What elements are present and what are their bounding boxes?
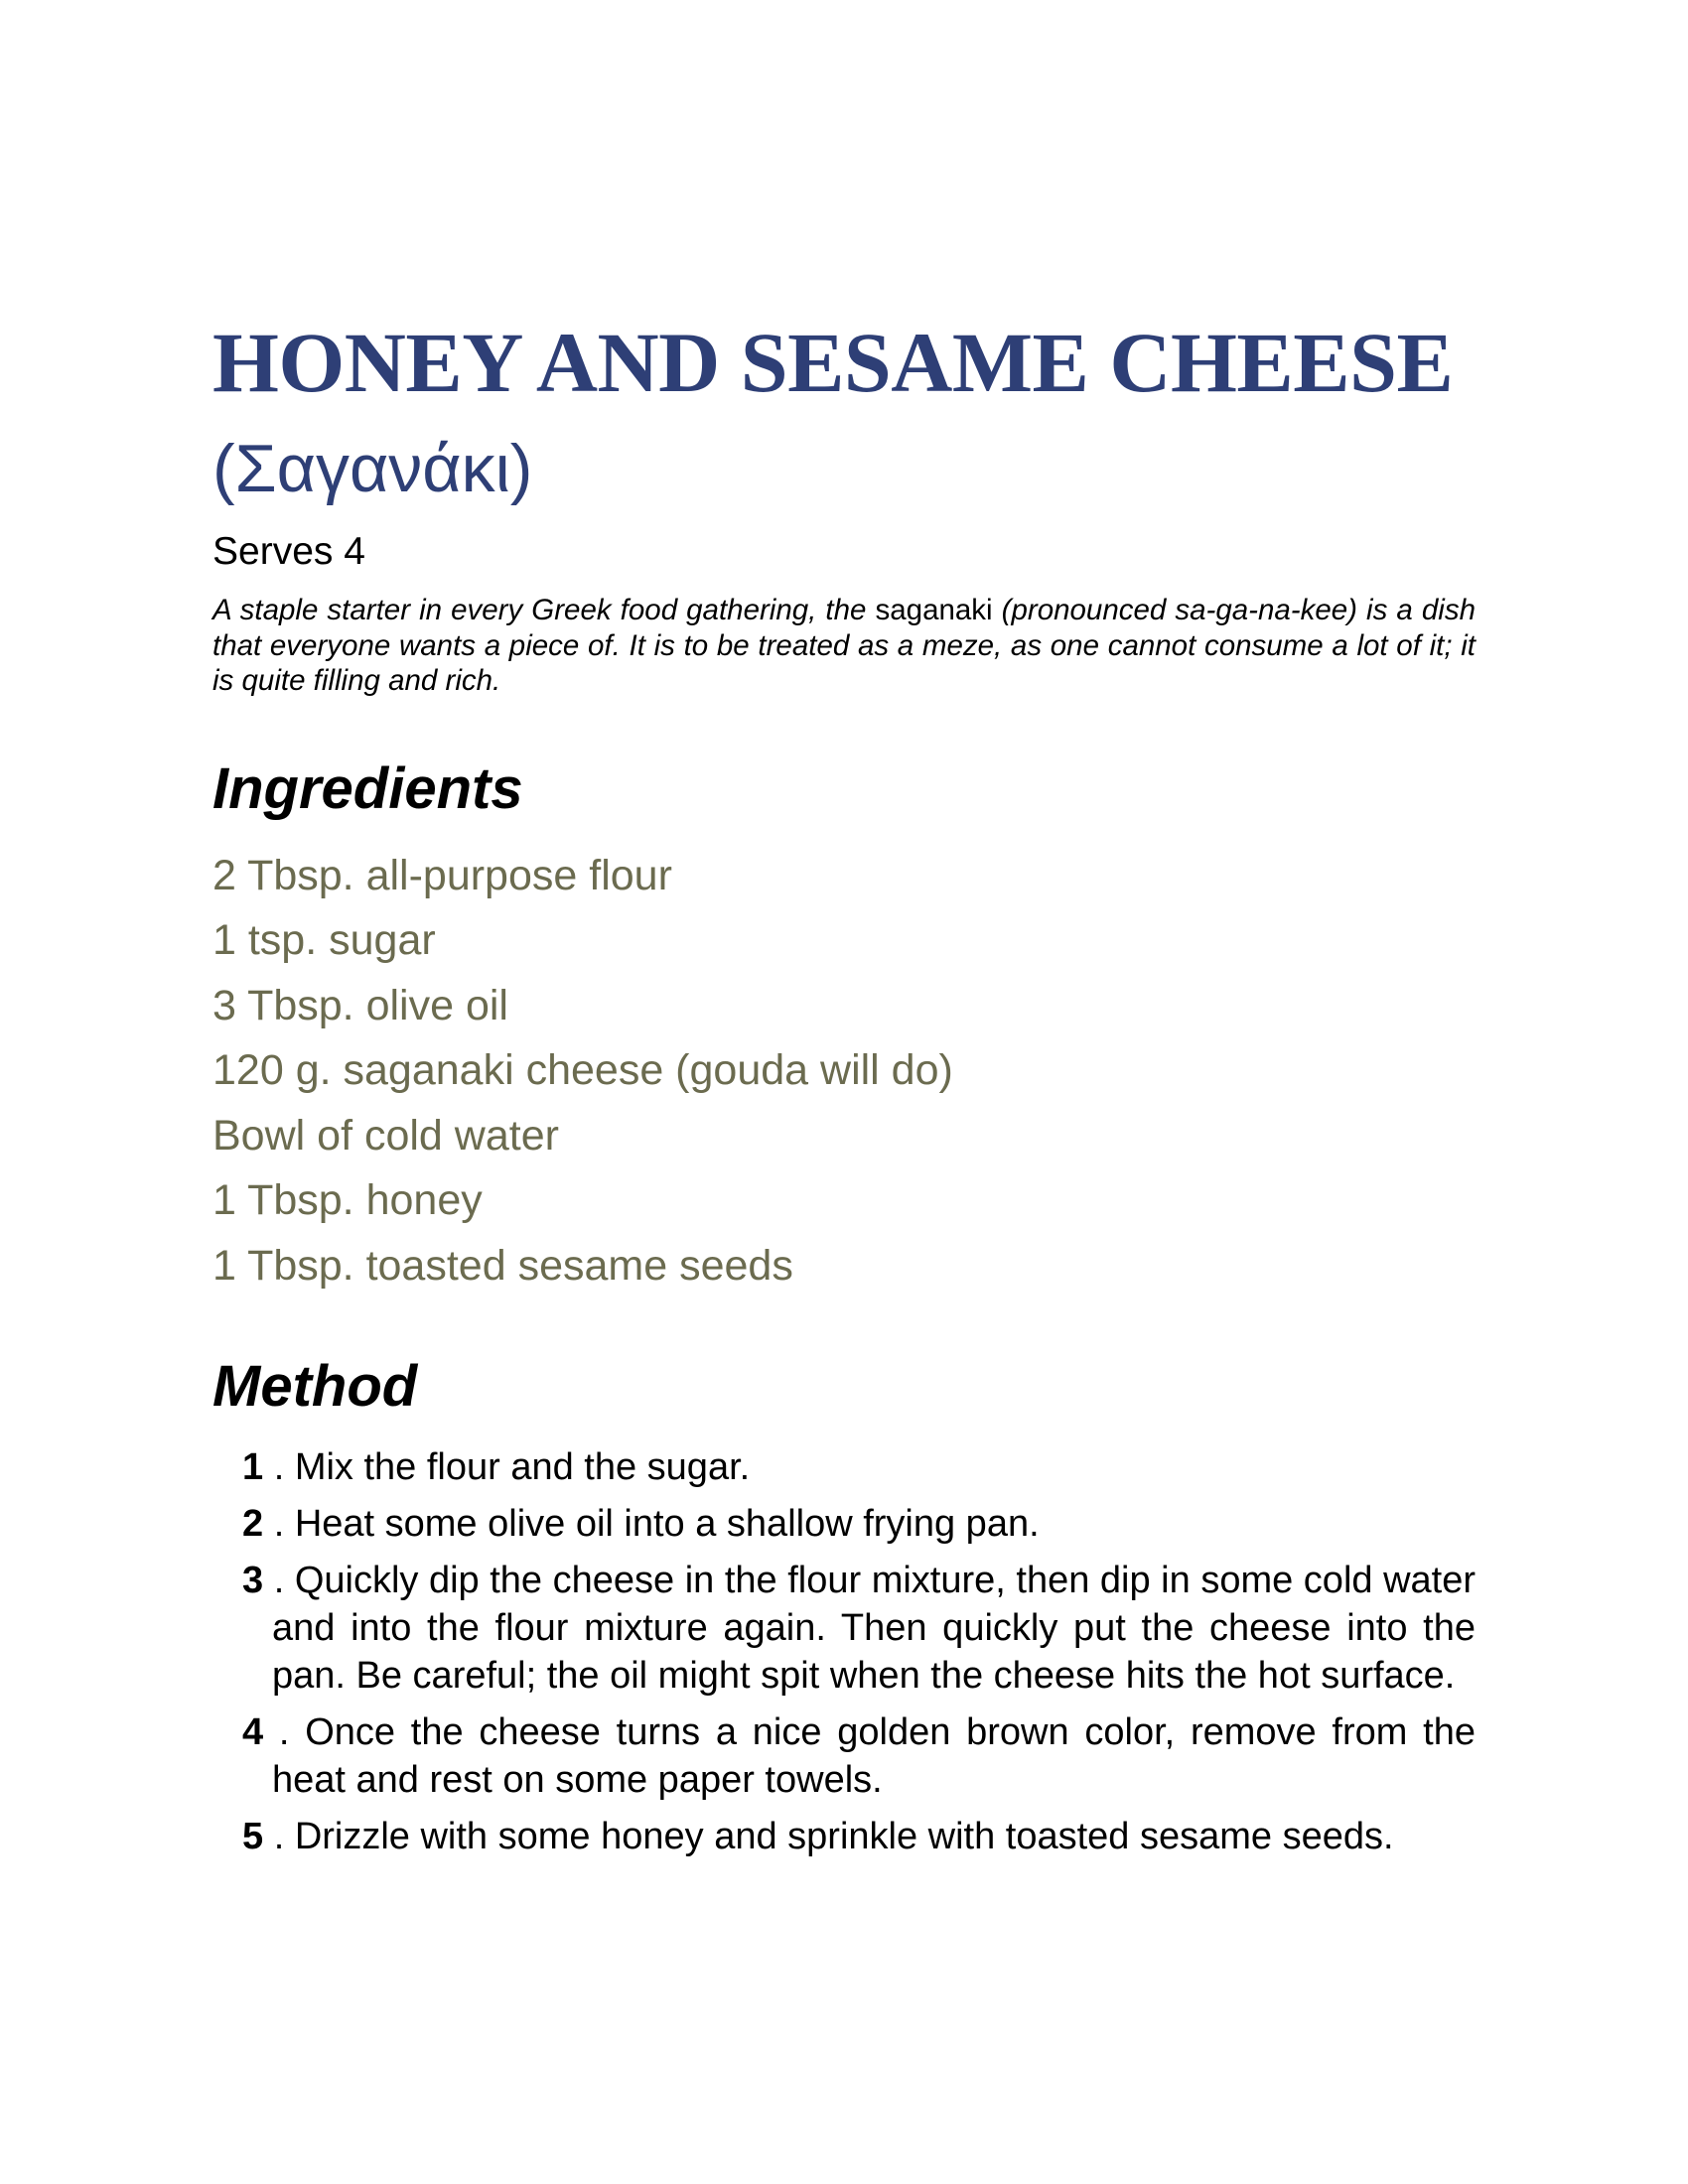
recipe-title: HONEY AND SESAME CHEESE xyxy=(212,315,1454,410)
recipe-page xyxy=(212,315,1476,1869)
ingredient-item: 1 tsp. sugar xyxy=(212,916,436,964)
step-number: 5 xyxy=(242,1816,264,1857)
step-text: . Drizzle with some honey and sprinkle with toasted sesame seeds. xyxy=(263,1816,1394,1857)
step-text: . Mix the flour and the sugar. xyxy=(263,1446,751,1488)
method-step xyxy=(242,1557,1476,1700)
ingredient-item: 1 Tbsp. honey xyxy=(212,1176,483,1224)
ingredient-item: 3 Tbsp. olive oil xyxy=(212,981,508,1029)
ingredient-item: 2 Tbsp. all-purpose flour xyxy=(212,851,672,899)
intro-text-part2: (pronounced sa-ga-na-kee) is a dish that everyone wants a piece of. It is to be treated as a meze, as one cannot consume a lot of it; it is quite filling and rich. xyxy=(212,594,1476,697)
method-step xyxy=(242,1443,1476,1491)
ingredient-item: Bowl of cold water xyxy=(212,1111,559,1160)
step-text: . Once the cheese turns a nice golden brown color, remove from the heat and rest on some paper towels. xyxy=(263,1711,1476,1801)
intro-dish-name: saganaki xyxy=(875,594,993,626)
intro-text-part1: A staple starter in every Greek food gathering, the xyxy=(212,594,876,626)
ingredients-list xyxy=(212,844,1476,1299)
method-step xyxy=(242,1813,1476,1860)
ingredient-item: 1 Tbsp. toasted sesame seeds xyxy=(212,1241,793,1290)
method-heading: Method xyxy=(212,1354,418,1419)
step-number: 3 xyxy=(242,1560,264,1601)
step-number: 2 xyxy=(242,1503,264,1545)
method-step xyxy=(242,1708,1476,1804)
step-text: . Heat some olive oil into a shallow frying pan. xyxy=(263,1503,1040,1545)
ingredients-heading: Ingredients xyxy=(212,755,523,821)
ingredient-item: 120 g. saganaki cheese (gouda will do) xyxy=(212,1046,953,1094)
step-text: . Quickly dip the cheese in the flour mixture, then dip in some cold water and into the flour mixture again. Then quickly put the cheese into the pan. Be careful; the oil might spit when the cheese hits the hot surface. xyxy=(263,1560,1476,1697)
recipe-intro xyxy=(212,593,1476,699)
step-number: 1 xyxy=(242,1446,264,1488)
serves-count: Serves 4 xyxy=(212,530,365,573)
step-number: 4 xyxy=(242,1711,264,1753)
method-steps-list xyxy=(242,1443,1476,1860)
method-step xyxy=(242,1500,1476,1548)
recipe-subtitle-greek: (Σαγανάκι) xyxy=(212,431,533,506)
